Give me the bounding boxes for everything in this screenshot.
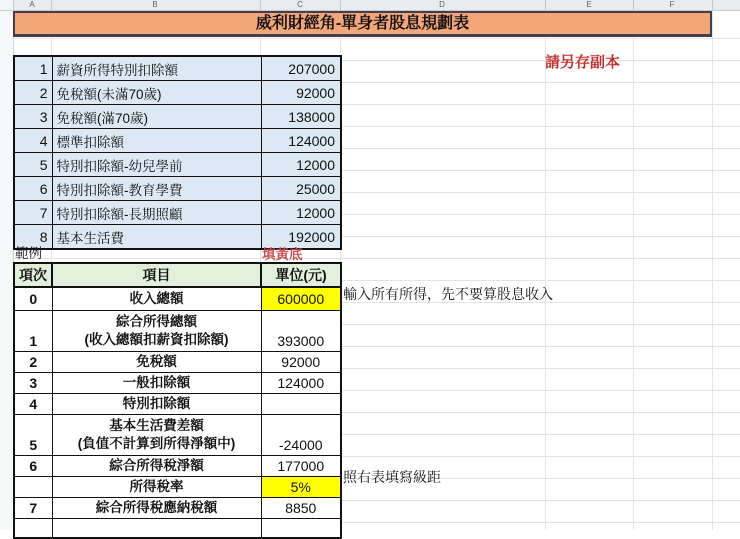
item-number-cell[interactable]: 0: [14, 287, 52, 310]
deduction-value-cell[interactable]: 138000: [261, 105, 341, 129]
rate-instruction-note[interactable]: 照右表填寫級距: [343, 469, 441, 485]
column-header-b[interactable]: B: [152, 0, 158, 9]
table-row: [14, 105, 341, 129]
item-value-cell[interactable]: 177000: [261, 455, 341, 476]
row-number-cell[interactable]: 8: [14, 225, 52, 250]
row-number-cell[interactable]: 7: [14, 201, 52, 225]
item-label-cell[interactable]: 綜合所得稅淨額: [52, 455, 261, 476]
sheet-title-cell[interactable]: 威利財經角-單身者股息規劃表: [13, 11, 712, 37]
tax-plan-table: [13, 262, 342, 539]
row-number-cell[interactable]: 4: [14, 129, 52, 153]
tax-rate-input-cell[interactable]: 5%: [261, 476, 341, 497]
header-item[interactable]: 項目: [52, 263, 261, 287]
deduction-label-cell[interactable]: 特別扣除額-幼兒學前: [52, 153, 261, 177]
item-label-cell[interactable]: 免稅額: [52, 351, 261, 372]
item-number-cell[interactable]: 4: [14, 393, 52, 414]
column-separator: [340, 0, 341, 10]
gridline: [545, 10, 546, 530]
deduction-label-cell[interactable]: 基本生活費: [52, 225, 261, 250]
income-total-input-cell[interactable]: 600000: [261, 287, 341, 310]
column-header-e[interactable]: E: [586, 0, 592, 9]
header-item-number[interactable]: 項次: [14, 263, 52, 287]
deduction-label-cell[interactable]: 免稅額(未滿70歲): [52, 81, 261, 105]
item-value-cell[interactable]: 393000: [261, 310, 341, 351]
item-label-line2: (負值不計算到所得淨額中): [77, 435, 236, 451]
item-value-cell[interactable]: -24000: [261, 414, 341, 455]
gridline: [633, 10, 634, 530]
item-label-cell[interactable]: [52, 310, 261, 351]
item-number-cell[interactable]: 6: [14, 455, 52, 476]
column-separator: [51, 0, 52, 10]
row-number-cell[interactable]: 6: [14, 177, 52, 201]
table-row: [14, 129, 341, 153]
row-number-cell[interactable]: 2: [14, 81, 52, 105]
table-header-row: [14, 263, 341, 287]
item-label-cell[interactable]: 收入總額: [52, 287, 261, 310]
column-header-f[interactable]: F: [669, 0, 675, 9]
income-instruction-note[interactable]: 輸入所有所得，先不要算股息收入: [343, 286, 553, 302]
table-row: [14, 393, 341, 414]
save-copy-note[interactable]: 請另存副本: [545, 54, 621, 71]
item-value-cell[interactable]: 92000: [261, 351, 341, 372]
column-header-d[interactable]: D: [439, 0, 445, 9]
item-number-cell[interactable]: 5: [14, 414, 52, 455]
deduction-value-cell[interactable]: 12000: [261, 153, 341, 177]
gridline: [712, 10, 713, 530]
item-label-line1: 綜合所得總額: [116, 313, 197, 329]
item-label-line1: 基本生活費差額: [109, 417, 204, 433]
deduction-value-cell[interactable]: 207000: [261, 56, 341, 81]
table-row: [14, 351, 341, 372]
item-label-cell[interactable]: 特別扣除額: [52, 393, 261, 414]
item-label-line2: (收入總額扣薪資扣除額): [84, 331, 229, 347]
example-label[interactable]: 範例: [15, 246, 42, 261]
item-value-cell[interactable]: [261, 518, 341, 538]
table-row: [14, 476, 341, 497]
item-number-cell[interactable]: 3: [14, 372, 52, 393]
row-number-cell[interactable]: 1: [14, 56, 52, 81]
item-label-cell[interactable]: [52, 414, 261, 455]
item-value-cell[interactable]: [261, 393, 341, 414]
deduction-value-cell[interactable]: 25000: [261, 177, 341, 201]
item-number-cell[interactable]: 1: [14, 310, 52, 351]
deduction-value-cell[interactable]: 192000: [261, 225, 341, 250]
table-row: [14, 81, 341, 105]
item-value-cell[interactable]: 124000: [261, 372, 341, 393]
table-row: [14, 414, 341, 455]
item-label-cell[interactable]: [52, 518, 261, 538]
item-label-cell[interactable]: 所得稅率: [52, 476, 261, 497]
deduction-label-cell[interactable]: 特別扣除額-長期照顧: [52, 201, 261, 225]
table-row: [14, 518, 341, 538]
table-row: [14, 153, 341, 177]
deduction-value-cell[interactable]: 124000: [261, 129, 341, 153]
fill-yellow-note[interactable]: 填黃底: [262, 247, 303, 262]
item-number-cell[interactable]: [14, 518, 52, 538]
gridline: [0, 38, 740, 39]
column-separator: [633, 0, 634, 10]
item-number-cell[interactable]: 7: [14, 497, 52, 518]
row-header-strip: [0, 10, 14, 530]
column-separator: [260, 0, 261, 10]
table-row: [14, 372, 341, 393]
row-number-cell[interactable]: 5: [14, 153, 52, 177]
gridline: [0, 258, 740, 259]
column-header-strip: [0, 0, 740, 11]
row-number-cell[interactable]: 3: [14, 105, 52, 129]
table-row: [14, 56, 341, 81]
deduction-label-cell[interactable]: 薪資所得特別扣除額: [52, 56, 261, 81]
table-row: [14, 497, 341, 518]
deduction-value-cell[interactable]: 92000: [261, 81, 341, 105]
table-row: [14, 287, 341, 310]
column-separator: [545, 0, 546, 10]
column-header-a[interactable]: A: [29, 0, 35, 9]
header-unit[interactable]: 單位(元): [261, 263, 341, 287]
column-header-c[interactable]: C: [297, 0, 303, 9]
item-number-cell[interactable]: 2: [14, 351, 52, 372]
table-row: [14, 310, 341, 351]
item-label-cell[interactable]: 綜合所得稅應納稅額: [52, 497, 261, 518]
deduction-reference-table: [13, 55, 342, 250]
item-label-cell[interactable]: 一般扣除額: [52, 372, 261, 393]
deduction-label-cell[interactable]: 標準扣除額: [52, 129, 261, 153]
deduction-value-cell[interactable]: 12000: [261, 201, 341, 225]
deduction-label-cell[interactable]: 特別扣除額-教育學費: [52, 177, 261, 201]
table-row: [14, 201, 341, 225]
item-number-cell[interactable]: [14, 476, 52, 497]
deduction-label-cell[interactable]: 免稅額(滿70歲): [52, 105, 261, 129]
item-value-cell[interactable]: 8850: [261, 497, 341, 518]
column-separator: [712, 0, 713, 10]
sheet-corner-box: [0, 0, 14, 10]
table-row: [14, 455, 341, 476]
table-row: [14, 177, 341, 201]
